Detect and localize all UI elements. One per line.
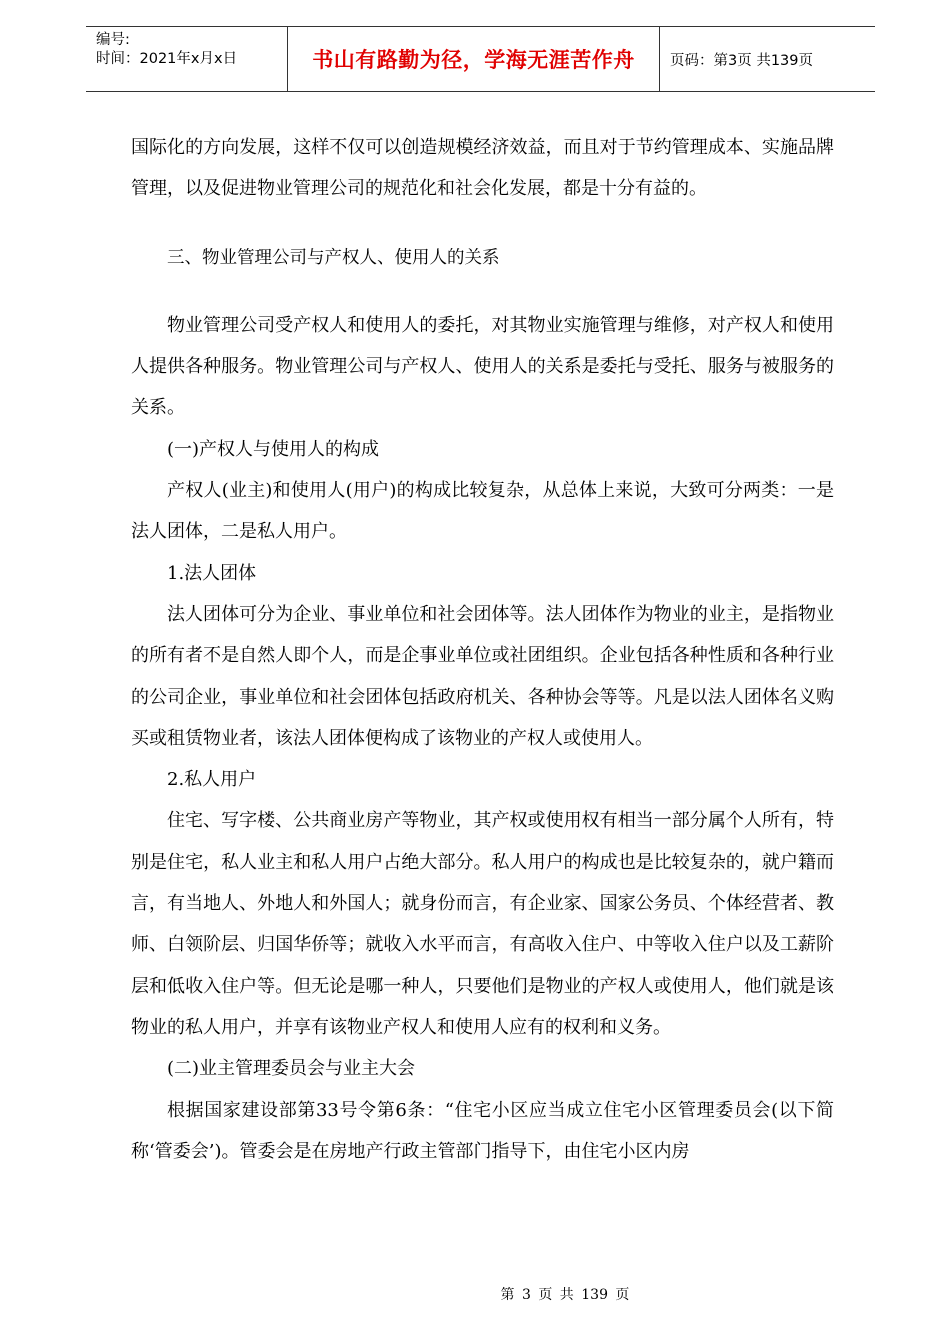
paragraph: 产权人(业主)和使用人(用户)的构成比较复杂，从总体上来说，大致可分两类：一是法人团体，二是私人用户。	[131, 480, 834, 543]
paragraph: 根据国家建设部第33号令第6条：“住宅小区应当成立住宅小区管理委员会(以下简称‘管委会’)。管委会是在房地产行政主管部门指导下，由住宅小区内房	[131, 1099, 834, 1162]
paragraph: 国际化的方向发展，这样不仅可以创造规模经济效益，而且对于节约管理成本、实施品牌管理，以及促进物业管理公司的规范化和社会化发展，都是十分有益的。	[131, 137, 834, 200]
paragraph: 物业管理公司受产权人和使用人的委托，对其物业实施管理与维修，对产权人和使用人提供各种服务。物业管理公司与产权人、使用人的关系是委托与受托、服务与被服务的关系。	[131, 314, 834, 419]
subsection-heading: (一)产权人与使用人的构成	[167, 438, 380, 460]
header-page-info: 页码：第3页 共139页	[670, 52, 814, 69]
document-body	[131, 127, 834, 1172]
header-motto: 书山有路勤为径，学海无涯苦作舟	[288, 27, 660, 91]
subsection-heading: 1.法人团体	[167, 562, 257, 584]
header-meta	[86, 27, 288, 91]
section-heading: 三、物业管理公司与产权人、使用人的关系	[167, 247, 500, 268]
subsection-heading: 2.私人用户	[167, 769, 257, 791]
page-header	[86, 26, 875, 92]
footer-page-number: 第 3 页 共 139 页	[500, 1287, 630, 1303]
header-time-label: 时间：2021年x月x日	[96, 51, 238, 67]
paragraph: 法人团体可分为企业、事业单位和社会团体等。法人团体作为物业的业主，是指物业的所有者不是自然人即个人，而是企事业单位或社团组织。企业包括各种性质和各种行业的公司企业，事业单位和社会团体包括政府机关、各种协会等等。凡是以法人团体名义购买或租赁物业者，该法人团体便构成了该物业的产权人或使用人。	[131, 603, 834, 749]
header-number-label: 编号:	[96, 32, 130, 48]
subsection-heading: (二)业主管理委员会与业主大会	[167, 1058, 416, 1080]
page-footer	[0, 1284, 950, 1304]
paragraph: 住宅、写字楼、公共商业房产等物业，其产权或使用权有相当一部分属个人所有，特别是住宅，私人业主和私人用户占绝大部分。私人用户的构成也是比较复杂的，就户籍而言，有当地人、外地人和外国人；就身份而言，有企业家、国家公务员、个体经营者、教师、白领阶层、归国华侨等；就收入水平而言，有高收入住户、中等收入住户以及工薪阶层和低收入住户等。但无论是哪一种人，只要他们是物业的产权人或使用人，他们就是该物业的私人用户，并享有该物业产权人和使用人应有的权利和义务。	[131, 810, 834, 1038]
